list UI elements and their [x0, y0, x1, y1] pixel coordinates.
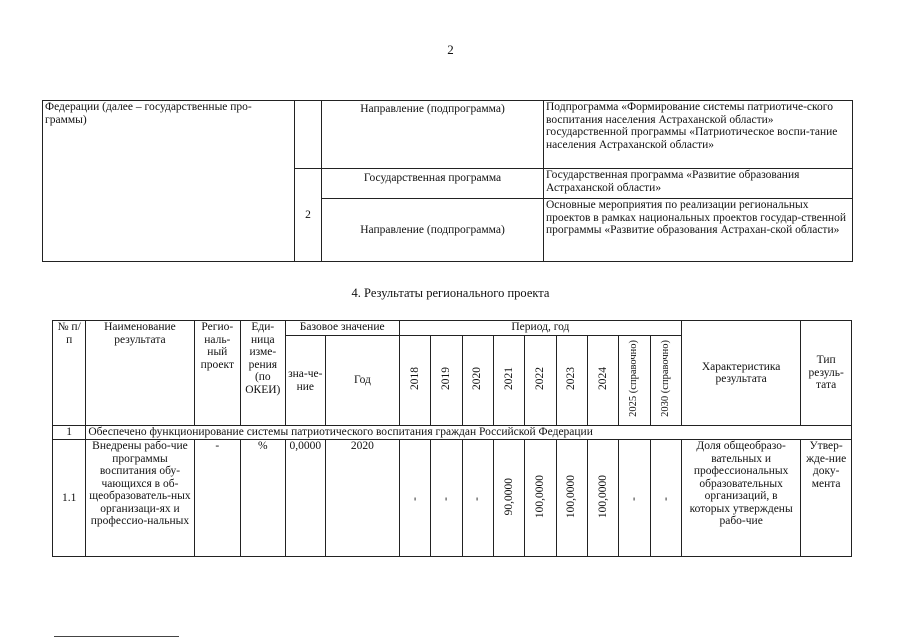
programs-table [42, 100, 853, 262]
data-row-year-value: - [619, 440, 650, 557]
header-type: Тип резуль-тата [801, 321, 852, 426]
header-name: Наименование результата [86, 321, 194, 426]
footnote-separator [54, 636, 179, 637]
group-row-title: Обеспечено функционирование системы патриотического воспитания граждан Российской Федерации [86, 426, 852, 440]
program-type: Государственная программа [322, 169, 544, 199]
header-num: № п/п [53, 321, 86, 426]
program-row-number: 2 [295, 169, 322, 262]
program-description: Подпрограмма «Формирование системы патриотиче-ского воспитания населения Астраханской области» государственной программы «Патриотическое воспи-тание населения Астраханской области» [544, 101, 853, 169]
section-heading: 4. Результаты регионального проекта [351, 286, 550, 300]
header-characteristic: Характеристика результата [681, 321, 800, 426]
data-row-characteristic: Доля общеобразо-вательных и профессиональных образовательных организаций, в которых утверждены рабо-чие [681, 440, 800, 557]
data-row-year-value: 90,0000 [493, 440, 524, 557]
program-description: Основные мероприятия по реализации региональных проектов в рамках национальных проектов государ-ственной программы «Развитие образования Астрахан-ской области» [544, 199, 853, 262]
header-year-2024: 2024 [587, 336, 618, 426]
program-type: Направление (подпрограмма) [322, 199, 544, 262]
header-year-2030: 2030 (справочно) [650, 336, 681, 426]
data-row-value: 0,0000 [285, 440, 325, 557]
header-year-2018: 2018 [399, 336, 430, 426]
programs-left-cell: Федерации (далее – государственные про-граммы) [43, 101, 295, 262]
header-unit: Еди-ница изме-рения (по ОКЕИ) [241, 321, 285, 426]
data-row-year-value: 100,0000 [525, 440, 556, 557]
data-row-num: 1.1 [53, 440, 86, 557]
data-row-regional: - [194, 440, 241, 557]
header-year-2021: 2021 [493, 336, 524, 426]
header-base-value: Базовое значение [285, 321, 399, 336]
data-row-year-value: - [431, 440, 462, 557]
header-period: Период, год [399, 321, 681, 336]
data-row-year-value: 100,0000 [556, 440, 587, 557]
data-row-year-value: 100,0000 [587, 440, 618, 557]
header-value: зна-че-ние [285, 336, 325, 426]
group-row-num: 1 [53, 426, 86, 440]
data-row-year: 2020 [326, 440, 400, 557]
header-year-2019: 2019 [431, 336, 462, 426]
data-row-year-value: - [462, 440, 493, 557]
data-row-type: Утвер-жде-ние доку-мента [801, 440, 852, 557]
header-year-2022: 2022 [525, 336, 556, 426]
data-row-year-value: - [650, 440, 681, 557]
program-row-number [295, 101, 322, 169]
header-year-2025: 2025 (справочно) [619, 336, 650, 426]
header-year-2023: 2023 [556, 336, 587, 426]
data-row-name: Внедрены рабо-чие программы воспитания обу-чающихся в об-щеобразователь-ных организаци-ях и профессио-нальных [86, 440, 194, 557]
header-year-2020: 2020 [462, 336, 493, 426]
program-type: Направление (подпрограмма) [322, 101, 544, 169]
data-row-year-value: - [399, 440, 430, 557]
header-regional: Регио-наль-ный проект [194, 321, 241, 426]
header-year: Год [326, 336, 400, 426]
results-table [52, 320, 852, 557]
page-number: 2 [447, 42, 454, 57]
program-description: Государственная программа «Развитие образования Астраханской области» [544, 169, 853, 199]
data-row-unit: % [241, 440, 285, 557]
